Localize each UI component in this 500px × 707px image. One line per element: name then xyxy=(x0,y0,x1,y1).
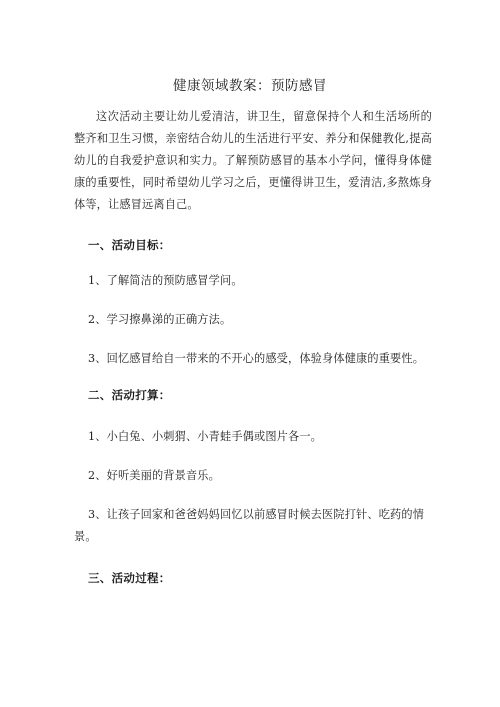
intro-paragraph: 这次活动主要让幼儿爱清洁，讲卫生，留意保持个人和生活场所的整齐和卫生习惯，亲密结合幼儿的生活进行平安、养分和保健教化,提高幼儿的自我爱护意识和实力。了解预防感冒的基本小学问，懂得身体健康的重要性，同时希望幼儿学习之后，更懂得讲卫生，爱清洁,多熬炼身体等，让感冒远离自己。 xyxy=(74,110,432,211)
preparation-item-3: 3、让孩子回家和爸爸妈妈回忆以前感冒时候去医院打针、吃药的情景。 xyxy=(74,508,425,543)
goal-item-1: 1、了解简洁的预防感冒学问。 xyxy=(88,274,243,287)
preparation-item-1: 1、小白兔、小刺猬、小青蛙手偶或图片各一。 xyxy=(88,430,323,443)
section-heading-goals: 一、活动目标： xyxy=(88,238,171,252)
section-heading-preparation: 二、活动打算： xyxy=(88,388,171,402)
preparation-item-2: 2、好听美丽的背景音乐。 xyxy=(88,469,220,482)
document-title: 健康领域教案：预防感冒 xyxy=(173,78,327,94)
goal-item-3: 3、回忆感冒给自一带来的不开心的感受，体验身体健康的重要性。 xyxy=(88,352,425,365)
goal-item-2: 2、学习擦鼻涕的正确方法。 xyxy=(88,313,232,326)
section-heading-process: 三、活动过程： xyxy=(88,571,171,585)
